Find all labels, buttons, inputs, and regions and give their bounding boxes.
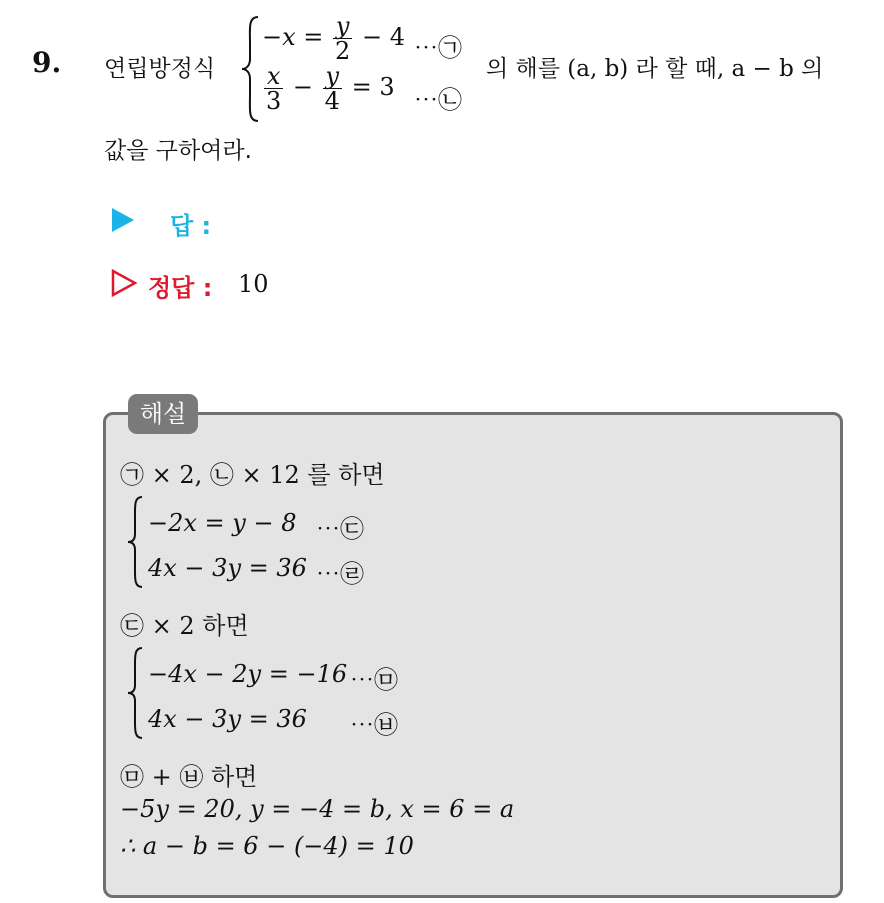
equation-2 [262, 64, 395, 113]
solution-s2-eq2: 4x − 3y = 36 [148, 705, 307, 733]
solution-brace-2 [126, 645, 146, 741]
correct-value: 10 [238, 270, 269, 298]
solution-line-2: ㉢ × 2 하면 [120, 612, 249, 640]
solution-line-3: ㉤ + ㉥ 하면 [120, 763, 258, 791]
eq2-b-numerator: y [325, 62, 340, 90]
eq2-minus: − [292, 73, 314, 101]
solution-s2-tag1: ⋯㉤ [350, 666, 398, 694]
problem-line-2: 값을 구하여라. [104, 138, 252, 164]
problem-number: 9. [32, 46, 62, 79]
eq1-rest: − 4 [361, 23, 405, 51]
solution-tag: 해설 [128, 394, 198, 434]
eq1-denominator: 2 [335, 37, 351, 65]
solution-s1-eq1: −2x = y − 8 [148, 509, 297, 537]
solution-brace-1 [126, 494, 146, 590]
eq2-a-numerator: x [266, 62, 281, 90]
answer-triangle-icon [112, 208, 134, 232]
problem-tail: 의 해를 (a, b) 라 할 때, a − b 의 [486, 56, 824, 82]
problem-lead: 연립방정식 [104, 56, 216, 82]
solution-s2-tag2: ⋯㉥ [350, 711, 398, 739]
solution-s1-tag2: ⋯㉣ [316, 560, 364, 588]
correct-triangle-icon [110, 268, 138, 298]
equation-1 [262, 14, 405, 63]
system-brace [240, 14, 262, 124]
correct-label: 정답 : [148, 274, 213, 302]
eq2-fraction-b [323, 64, 342, 113]
eq1-numerator: y [335, 12, 350, 40]
solution-line-5: ∴ a − b = 6 − (−4) = 10 [120, 832, 414, 860]
solution-s1-tag1: ⋯㉢ [316, 515, 364, 543]
solution-line-1: ㉠ × 2, ㉡ × 12 를 하면 [120, 461, 385, 489]
eq2-rest: = 3 [351, 73, 395, 101]
eq1-fraction [333, 14, 352, 63]
eq2-fraction-a [264, 64, 283, 113]
solution-s2-eq1: −4x − 2y = −16 [148, 660, 348, 688]
answer-label: 답 : [170, 212, 212, 240]
eq1-lhs: −x = [262, 23, 324, 51]
eq2-tag: ⋯㉡ [414, 86, 462, 114]
solution-s1-eq2: 4x − 3y = 36 [148, 554, 307, 582]
eq1-tag: ⋯㉠ [414, 34, 462, 62]
solution-line-4: −5y = 20, y = −4 = b, x = 6 = a [120, 795, 515, 823]
eq2-b-denominator: 4 [324, 87, 340, 115]
eq2-a-denominator: 3 [266, 87, 282, 115]
